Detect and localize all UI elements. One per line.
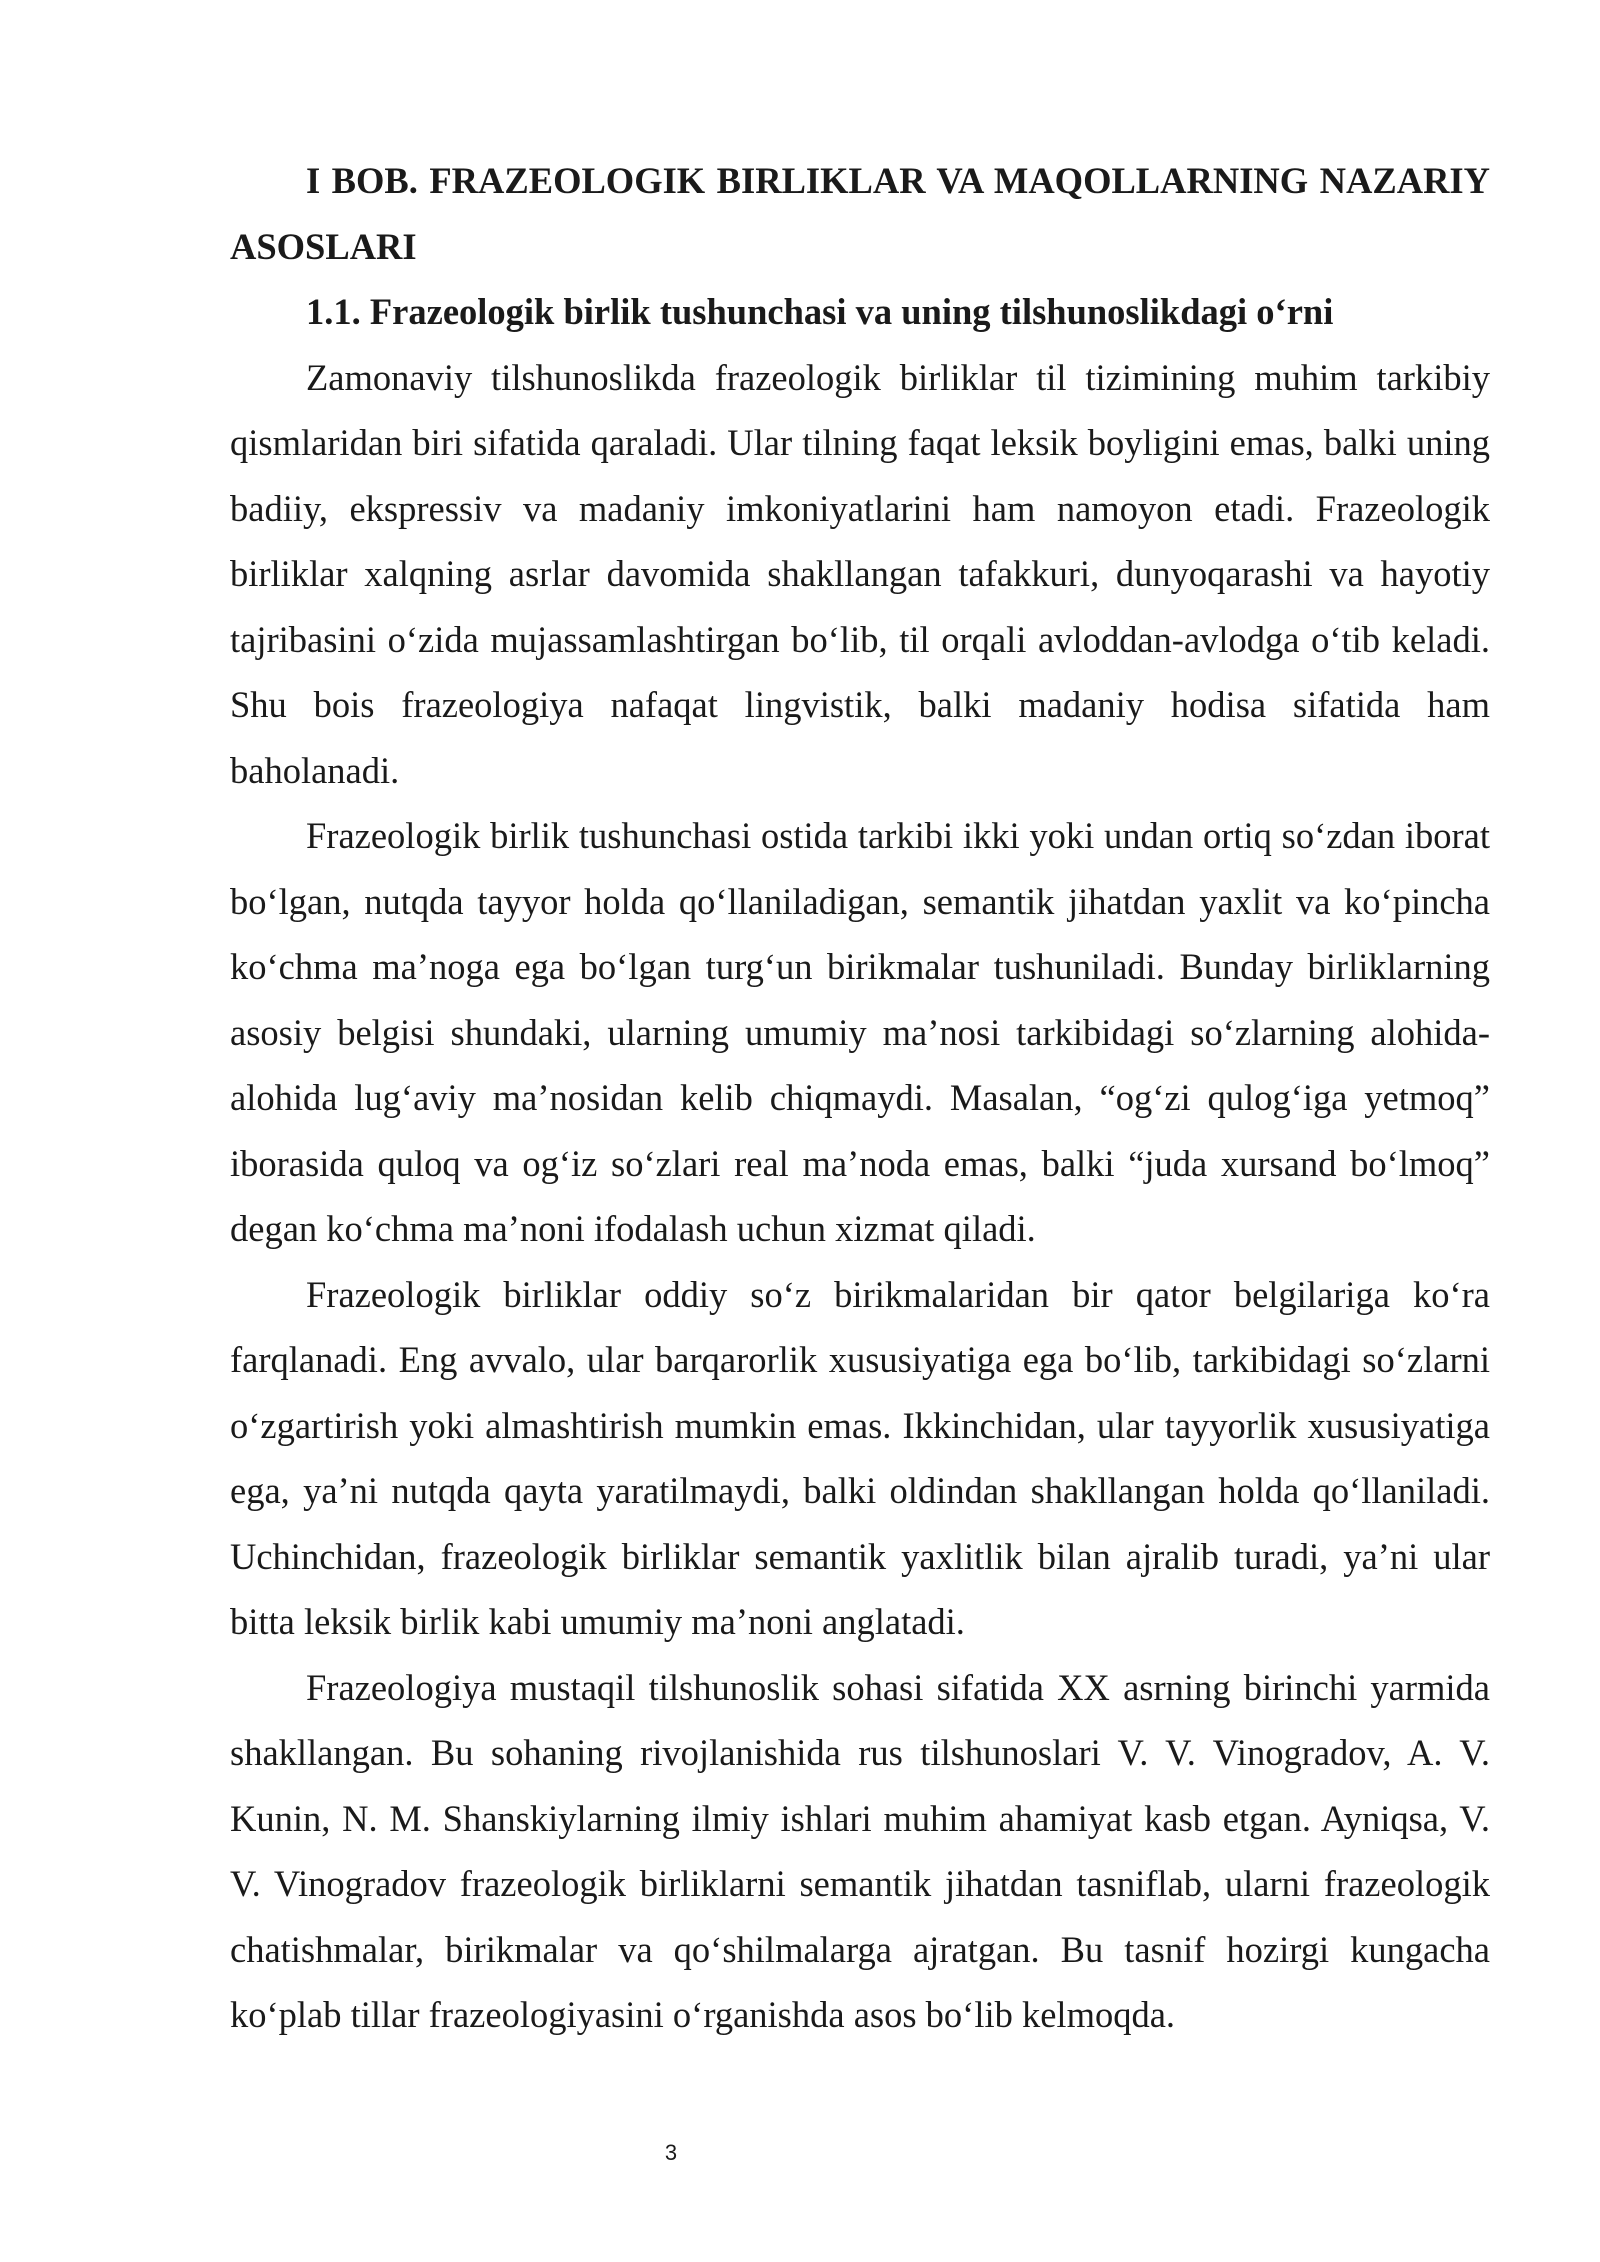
section-title: 1.1. Frazeologik birlik tushunchasi va uning tilshunoslikdagi o‘rni xyxy=(306,291,1334,332)
paragraph-2: Frazeologik birlik tushunchasi ostida tarkibi ikki yoki undan ortiq so‘zdan iborat bo‘lgan, nutqda tayyor holda qo‘llaniladigan, semantik jihatdan yaxlit va ko‘pincha ko‘chma ma’noga ega bo‘lgan turg‘un birikmalar tushuniladi. Bunday birliklarning asosiy belgisi shundaki, ularning umumiy ma’nosi tarkibidagi so‘zlarning alohida-alohida lug‘aviy ma’nosidan kelib chiqmaydi. Masalan, “og‘zi qulog‘iga yetmoq” iborasida quloq va og‘iz so‘zlari real ma’noda emas, balki “juda xursand bo‘lmoq” degan ko‘chma ma’noni ifodalash uchun xizmat qiladi. xyxy=(230,815,1490,1249)
chapter-title: I BOB. FRAZEOLOGIK BIRLIKLAR VA MAQOLLARNING NAZARIY ASOSLARI xyxy=(230,160,1490,267)
page-content xyxy=(230,148,1490,2048)
paragraph-4: Frazeologiya mustaqil tilshunoslik sohasi sifatida XX asrning birinchi yarmida shakllangan. Bu sohaning rivojlanishida rus tilshunoslari V. V. Vinogradov, A. V. Kunin, N. M. Shanskiylarning ilmiy ishlari muhim ahamiyat kasb etgan. Ayniqsa, V. V. Vinogradov frazeologik birliklarni semantik jihatdan tasniflab, ularni frazeologik chatishmalar, birikmalar va qo‘shilmalarga ajratgan. Bu tasnif hozirgi kungacha ko‘plab tillar frazeologiyasini o‘rganishda asos bo‘lib kelmoqda. xyxy=(230,1666,1490,2035)
page-number: 3 xyxy=(664,2140,678,2165)
paragraph-3: Frazeologik birliklar oddiy so‘z birikmalaridan bir qator belgilariga ko‘ra farqlanadi. Eng avvalo, ular barqarorlik xususiyatiga ega bo‘lib, tarkibidagi so‘zlarni o‘zgartirish yoki almashtirish mumkin emas. Ikkinchidan, ular tayyorlik xususiyatiga ega, ya’ni nutqda qayta yaratilmaydi, balki oldindan shakllangan holda qo‘llaniladi. Uchinchidan, frazeologik birliklar semantik yaxlitlik bilan ajralib turadi, ya’ni ular bitta leksik birlik kabi umumiy ma’noni anglatadi. xyxy=(230,1273,1490,1642)
paragraph-1: Zamonaviy tilshunoslikda frazeologik birliklar til tizimining muhim tarkibiy qismlaridan biri sifatida qaraladi. Ular tilning faqat leksik boyligini emas, balki uning badiiy, ekspressiv va madaniy imkoniyatlarini ham namoyon etadi. Frazeologik birliklar xalqning asrlar davomida shakllangan tafakkuri, dunyoqarashi va hayotiy tajribasini o‘zida mujassamlashtirgan bo‘lib, til orqali avloddan-avlodga o‘tib keladi. Shu bois frazeologiya nafaqat lingvistik, balki madaniy hodisa sifatida ham baholanadi. xyxy=(230,356,1490,791)
